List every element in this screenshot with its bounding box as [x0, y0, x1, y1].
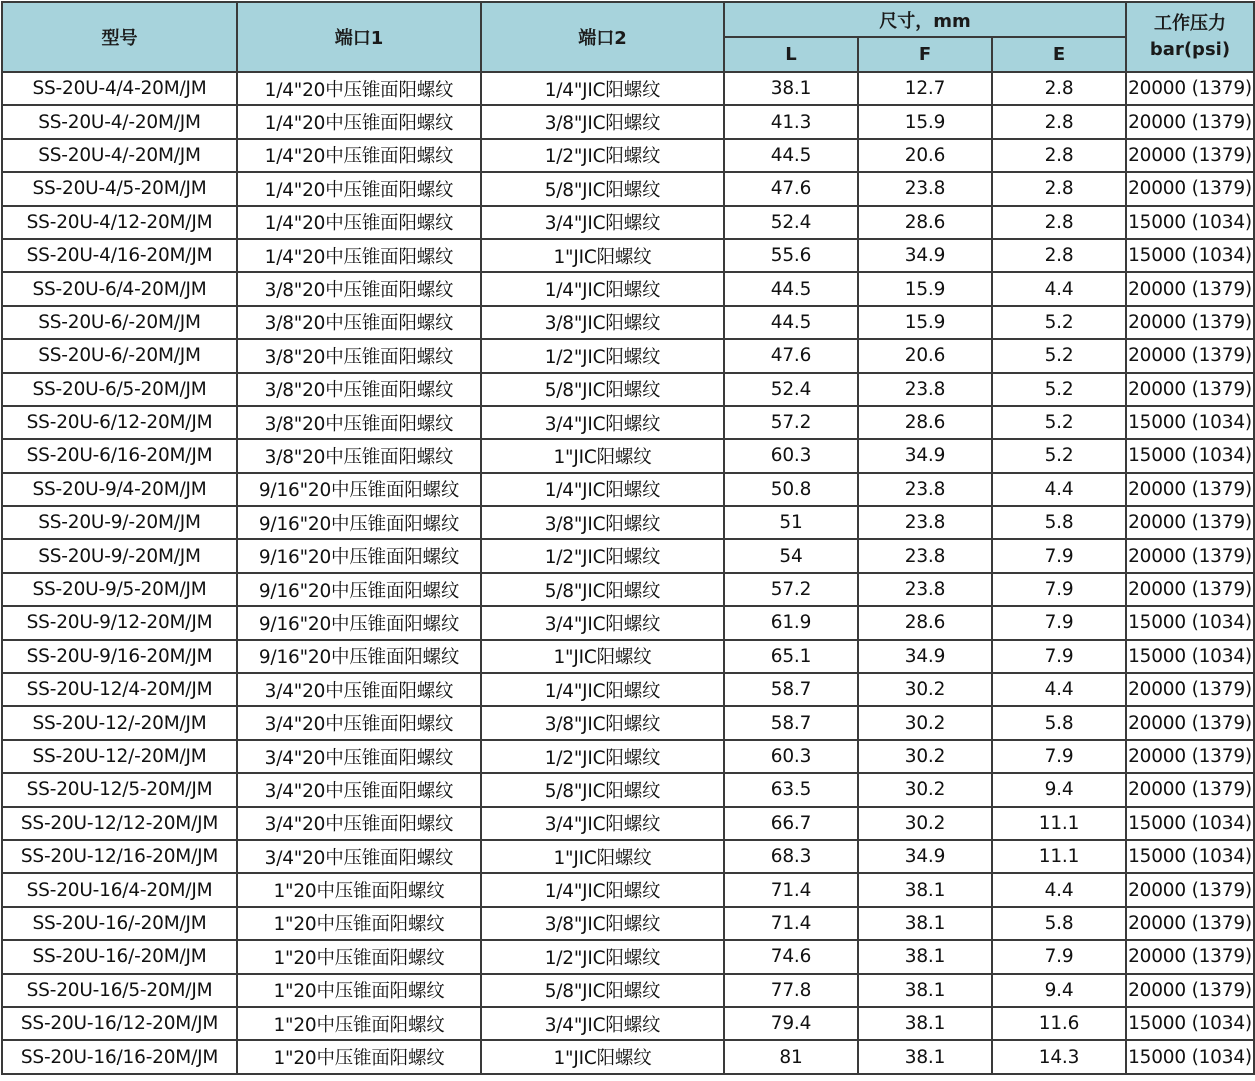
dim-f-cell: 34.9: [858, 840, 992, 873]
dim-l-cell: 38.1: [724, 72, 858, 105]
port1-cell: 3/8"20中压锥面阳螺纹: [237, 339, 481, 372]
dim-f-cell: 38.1: [858, 1040, 992, 1073]
port2-cell: 3/4"JIC阳螺纹: [481, 807, 724, 840]
dim-e-cell: 14.3: [992, 1040, 1126, 1073]
dim-e-cell: 7.9: [992, 573, 1126, 606]
model-cell: SS-20U-6/-20M/JM: [2, 339, 237, 372]
table-row: [2, 640, 1254, 673]
dim-f-cell: 23.8: [858, 506, 992, 539]
dim-f-cell: 30.2: [858, 706, 992, 739]
dim-l-cell: 47.6: [724, 172, 858, 205]
pressure-cell: 20000 (1379): [1126, 740, 1254, 773]
port2-cell: 1/2"JIC阳螺纹: [481, 940, 724, 973]
dim-e-cell: 4.4: [992, 473, 1126, 506]
model-cell: SS-20U-16/5-20M/JM: [2, 974, 237, 1007]
pressure-cell: 20000 (1379): [1126, 940, 1254, 973]
pressure-cell: 20000 (1379): [1126, 339, 1254, 372]
dim-l-cell: 81: [724, 1040, 858, 1073]
port1-cell: 9/16"20中压锥面阳螺纹: [237, 539, 481, 572]
spec-table: [1, 1, 1255, 1075]
pressure-cell: 20000 (1379): [1126, 873, 1254, 906]
dim-e-cell: 9.4: [992, 773, 1126, 806]
port2-cell: 3/4"JIC阳螺纹: [481, 1007, 724, 1040]
dim-e-cell: 4.4: [992, 873, 1126, 906]
port1-cell: 1"20中压锥面阳螺纹: [237, 974, 481, 1007]
dim-l-cell: 60.3: [724, 740, 858, 773]
dim-e-cell: 2.8: [992, 206, 1126, 239]
port2-column-header: 端口2: [481, 2, 724, 72]
dim-l-cell: 74.6: [724, 940, 858, 973]
dim-e-cell: 5.8: [992, 506, 1126, 539]
port1-cell: 3/8"20中压锥面阳螺纹: [237, 373, 481, 406]
pressure-column-header: [1126, 2, 1254, 72]
port1-cell: 1"20中压锥面阳螺纹: [237, 907, 481, 940]
port1-cell: 9/16"20中压锥面阳螺纹: [237, 606, 481, 639]
pressure-cell: 15000 (1034): [1126, 1040, 1254, 1073]
port1-cell: 3/4"20中压锥面阳螺纹: [237, 807, 481, 840]
port1-cell: 1"20中压锥面阳螺纹: [237, 940, 481, 973]
port2-cell: 5/8"JIC阳螺纹: [481, 974, 724, 1007]
dim-l-cell: 71.4: [724, 907, 858, 940]
dim-l-cell: 44.5: [724, 272, 858, 305]
dim-e-cell: 5.8: [992, 907, 1126, 940]
dim-e-cell: 11.1: [992, 840, 1126, 873]
port2-cell: 1"JIC阳螺纹: [481, 439, 724, 472]
port2-cell: 1/4"JIC阳螺纹: [481, 873, 724, 906]
dim-l-cell: 58.7: [724, 706, 858, 739]
model-cell: SS-20U-4/16-20M/JM: [2, 239, 237, 272]
port1-cell: 1/4"20中压锥面阳螺纹: [237, 105, 481, 138]
table-row: [2, 573, 1254, 606]
pressure-cell: 20000 (1379): [1126, 506, 1254, 539]
dim-l-cell: 77.8: [724, 974, 858, 1007]
dim-e-cell: 4.4: [992, 673, 1126, 706]
dim-l-cell: 51: [724, 506, 858, 539]
port2-cell: 3/4"JIC阳螺纹: [481, 606, 724, 639]
table-row: [2, 406, 1254, 439]
table-row: [2, 72, 1254, 105]
port1-cell: 3/8"20中压锥面阳螺纹: [237, 439, 481, 472]
dim-e-cell: 2.8: [992, 239, 1126, 272]
port2-cell: 1/4"JIC阳螺纹: [481, 272, 724, 305]
port2-cell: 3/8"JIC阳螺纹: [481, 105, 724, 138]
table-row: [2, 1040, 1254, 1073]
model-cell: SS-20U-6/5-20M/JM: [2, 373, 237, 406]
table-row: [2, 773, 1254, 806]
port2-cell: 3/4"JIC阳螺纹: [481, 206, 724, 239]
pressure-cell: 20000 (1379): [1126, 773, 1254, 806]
pressure-cell: 20000 (1379): [1126, 907, 1254, 940]
dim-f-cell: 30.2: [858, 773, 992, 806]
model-cell: SS-20U-6/4-20M/JM: [2, 272, 237, 305]
dim-l-cell: 63.5: [724, 773, 858, 806]
port2-cell: 3/4"JIC阳螺纹: [481, 406, 724, 439]
table-row: [2, 840, 1254, 873]
port1-cell: 1"20中压锥面阳螺纹: [237, 873, 481, 906]
table-row: [2, 439, 1254, 472]
dim-f-cell: 34.9: [858, 439, 992, 472]
port1-cell: 3/4"20中压锥面阳螺纹: [237, 706, 481, 739]
pressure-cell: 20000 (1379): [1126, 72, 1254, 105]
pressure-cell: 20000 (1379): [1126, 573, 1254, 606]
model-cell: SS-20U-16/-20M/JM: [2, 940, 237, 973]
port2-cell: 5/8"JIC阳螺纹: [481, 373, 724, 406]
dim-l-cell: 60.3: [724, 439, 858, 472]
port1-cell: 1/4"20中压锥面阳螺纹: [237, 172, 481, 205]
port2-cell: 1/2"JIC阳螺纹: [481, 740, 724, 773]
port2-cell: 5/8"JIC阳螺纹: [481, 172, 724, 205]
pressure-cell: 20000 (1379): [1126, 373, 1254, 406]
pressure-header-line1: 工作压力: [1154, 13, 1226, 34]
table-row: [2, 172, 1254, 205]
dim-e-cell: 4.4: [992, 272, 1126, 305]
table-row: [2, 673, 1254, 706]
dim-f-cell: 15.9: [858, 272, 992, 305]
table-row: [2, 539, 1254, 572]
dim-l-cell: 65.1: [724, 640, 858, 673]
dim-f-cell: 23.8: [858, 172, 992, 205]
pressure-cell: 20000 (1379): [1126, 974, 1254, 1007]
pressure-cell: 15000 (1034): [1126, 439, 1254, 472]
pressure-cell: 15000 (1034): [1126, 1007, 1254, 1040]
port2-cell: 1/2"JIC阳螺纹: [481, 339, 724, 372]
dim-l-cell: 44.5: [724, 139, 858, 172]
dim-l-cell: 66.7: [724, 807, 858, 840]
table-row: [2, 373, 1254, 406]
model-column-header: 型号: [2, 2, 237, 72]
pressure-cell: 15000 (1034): [1126, 840, 1254, 873]
dim-l-cell: 44.5: [724, 306, 858, 339]
dim-e-cell: 7.9: [992, 940, 1126, 973]
pressure-header-line2: bar(psi): [1149, 39, 1231, 60]
dim-e-header: E: [992, 37, 1126, 72]
table-row: [2, 974, 1254, 1007]
table-row: [2, 940, 1254, 973]
port1-cell: 1/4"20中压锥面阳螺纹: [237, 239, 481, 272]
dim-f-cell: 38.1: [858, 1007, 992, 1040]
dim-f-cell: 20.6: [858, 339, 992, 372]
model-cell: SS-20U-16/16-20M/JM: [2, 1040, 237, 1073]
port2-cell: 5/8"JIC阳螺纹: [481, 573, 724, 606]
model-cell: SS-20U-9/5-20M/JM: [2, 573, 237, 606]
dim-f-cell: 28.6: [858, 206, 992, 239]
table-row: [2, 239, 1254, 272]
port1-cell: 1"20中压锥面阳螺纹: [237, 1040, 481, 1073]
model-cell: SS-20U-6/-20M/JM: [2, 306, 237, 339]
model-cell: SS-20U-4/-20M/JM: [2, 139, 237, 172]
pressure-cell: 20000 (1379): [1126, 139, 1254, 172]
dim-f-cell: 38.1: [858, 907, 992, 940]
dim-e-cell: 5.2: [992, 373, 1126, 406]
dim-e-cell: 11.1: [992, 807, 1126, 840]
dim-l-cell: 57.2: [724, 406, 858, 439]
dim-l-cell: 41.3: [724, 105, 858, 138]
table-header: [2, 2, 1254, 72]
dim-e-cell: 7.9: [992, 640, 1126, 673]
table-body: [2, 72, 1254, 1074]
port2-cell: 1"JIC阳螺纹: [481, 640, 724, 673]
model-cell: SS-20U-16/4-20M/JM: [2, 873, 237, 906]
model-cell: SS-20U-12/12-20M/JM: [2, 807, 237, 840]
model-cell: SS-20U-12/-20M/JM: [2, 740, 237, 773]
dim-l-cell: 47.6: [724, 339, 858, 372]
dim-f-cell: 38.1: [858, 940, 992, 973]
model-cell: SS-20U-4/4-20M/JM: [2, 72, 237, 105]
dim-e-cell: 5.8: [992, 706, 1126, 739]
dim-e-cell: 5.2: [992, 439, 1126, 472]
table-row: [2, 706, 1254, 739]
table-row: [2, 105, 1254, 138]
model-cell: SS-20U-12/4-20M/JM: [2, 673, 237, 706]
table-row: [2, 506, 1254, 539]
dim-e-cell: 11.6: [992, 1007, 1126, 1040]
dim-l-cell: 79.4: [724, 1007, 858, 1040]
table-row: [2, 206, 1254, 239]
model-cell: SS-20U-4/5-20M/JM: [2, 172, 237, 205]
port2-cell: 3/8"JIC阳螺纹: [481, 907, 724, 940]
dim-f-cell: 20.6: [858, 139, 992, 172]
port1-cell: 9/16"20中压锥面阳螺纹: [237, 640, 481, 673]
port1-cell: 9/16"20中压锥面阳螺纹: [237, 573, 481, 606]
table-row: [2, 306, 1254, 339]
port2-cell: 1/4"JIC阳螺纹: [481, 473, 724, 506]
dim-f-cell: 30.2: [858, 740, 992, 773]
pressure-cell: 20000 (1379): [1126, 706, 1254, 739]
model-cell: SS-20U-16/-20M/JM: [2, 907, 237, 940]
dim-l-cell: 54: [724, 539, 858, 572]
dim-f-cell: 28.6: [858, 606, 992, 639]
dim-f-header: F: [858, 37, 992, 72]
dim-f-cell: 38.1: [858, 974, 992, 1007]
dim-f-cell: 15.9: [858, 306, 992, 339]
port1-cell: 1/4"20中压锥面阳螺纹: [237, 72, 481, 105]
dim-f-cell: 38.1: [858, 873, 992, 906]
port2-cell: 1/4"JIC阳螺纹: [481, 673, 724, 706]
dim-f-cell: 23.8: [858, 539, 992, 572]
dim-e-cell: 2.8: [992, 105, 1126, 138]
port1-cell: 3/4"20中压锥面阳螺纹: [237, 773, 481, 806]
port1-cell: 1"20中压锥面阳螺纹: [237, 1007, 481, 1040]
table-row: [2, 473, 1254, 506]
dim-l-cell: 71.4: [724, 873, 858, 906]
table-row: [2, 272, 1254, 305]
model-cell: SS-20U-9/-20M/JM: [2, 506, 237, 539]
model-cell: SS-20U-9/4-20M/JM: [2, 473, 237, 506]
dim-f-cell: 34.9: [858, 239, 992, 272]
dim-e-cell: 9.4: [992, 974, 1126, 1007]
dim-e-cell: 7.9: [992, 740, 1126, 773]
model-cell: SS-20U-6/12-20M/JM: [2, 406, 237, 439]
pressure-cell: 20000 (1379): [1126, 105, 1254, 138]
table-row: [2, 873, 1254, 906]
table-row: [2, 807, 1254, 840]
dim-f-cell: 12.7: [858, 72, 992, 105]
model-cell: SS-20U-4/12-20M/JM: [2, 206, 237, 239]
model-cell: SS-20U-9/12-20M/JM: [2, 606, 237, 639]
port1-cell: 3/8"20中压锥面阳螺纹: [237, 306, 481, 339]
dim-l-cell: 52.4: [724, 373, 858, 406]
port1-column-header: 端口1: [237, 2, 481, 72]
table-row: [2, 1007, 1254, 1040]
dim-e-cell: 2.8: [992, 72, 1126, 105]
model-cell: SS-20U-9/-20M/JM: [2, 539, 237, 572]
port2-cell: 1/2"JIC阳螺纹: [481, 139, 724, 172]
pressure-cell: 20000 (1379): [1126, 539, 1254, 572]
dim-e-cell: 5.2: [992, 306, 1126, 339]
table-row: [2, 907, 1254, 940]
table-row: [2, 139, 1254, 172]
dim-f-cell: 28.6: [858, 406, 992, 439]
port2-cell: 3/8"JIC阳螺纹: [481, 706, 724, 739]
dimensions-group-header: 尺寸，mm: [724, 2, 1126, 37]
port2-cell: 1"JIC阳螺纹: [481, 1040, 724, 1073]
port1-cell: 1/4"20中压锥面阳螺纹: [237, 206, 481, 239]
model-cell: SS-20U-16/12-20M/JM: [2, 1007, 237, 1040]
dim-e-cell: 2.8: [992, 139, 1126, 172]
dim-e-cell: 7.9: [992, 539, 1126, 572]
port2-cell: 3/8"JIC阳螺纹: [481, 306, 724, 339]
table-row: [2, 740, 1254, 773]
port2-cell: 1"JIC阳螺纹: [481, 840, 724, 873]
model-cell: SS-20U-12/5-20M/JM: [2, 773, 237, 806]
model-cell: SS-20U-9/16-20M/JM: [2, 640, 237, 673]
dim-l-header: L: [724, 37, 858, 72]
port1-cell: 3/4"20中压锥面阳螺纹: [237, 673, 481, 706]
dim-l-cell: 57.2: [724, 573, 858, 606]
pressure-cell: 15000 (1034): [1126, 239, 1254, 272]
pressure-cell: 15000 (1034): [1126, 206, 1254, 239]
dim-f-cell: 23.8: [858, 473, 992, 506]
pressure-cell: 15000 (1034): [1126, 606, 1254, 639]
dim-f-cell: 30.2: [858, 673, 992, 706]
port1-cell: 3/4"20中压锥面阳螺纹: [237, 840, 481, 873]
dim-f-cell: 23.8: [858, 573, 992, 606]
pressure-cell: 20000 (1379): [1126, 272, 1254, 305]
dim-l-cell: 55.6: [724, 239, 858, 272]
pressure-cell: 15000 (1034): [1126, 406, 1254, 439]
port1-cell: 3/8"20中压锥面阳螺纹: [237, 272, 481, 305]
port2-cell: 1"JIC阳螺纹: [481, 239, 724, 272]
pressure-cell: 20000 (1379): [1126, 306, 1254, 339]
port1-cell: 9/16"20中压锥面阳螺纹: [237, 473, 481, 506]
table-row: [2, 339, 1254, 372]
dim-l-cell: 50.8: [724, 473, 858, 506]
dim-f-cell: 23.8: [858, 373, 992, 406]
dim-e-cell: 5.2: [992, 406, 1126, 439]
port2-cell: 3/8"JIC阳螺纹: [481, 506, 724, 539]
port1-cell: 3/8"20中压锥面阳螺纹: [237, 406, 481, 439]
dim-l-cell: 68.3: [724, 840, 858, 873]
port1-cell: 3/4"20中压锥面阳螺纹: [237, 740, 481, 773]
pressure-cell: 20000 (1379): [1126, 172, 1254, 205]
port2-cell: 5/8"JIC阳螺纹: [481, 773, 724, 806]
dim-e-cell: 7.9: [992, 606, 1126, 639]
model-cell: SS-20U-12/16-20M/JM: [2, 840, 237, 873]
pressure-cell: 15000 (1034): [1126, 640, 1254, 673]
dim-f-cell: 30.2: [858, 807, 992, 840]
pressure-cell: 20000 (1379): [1126, 673, 1254, 706]
dim-e-cell: 2.8: [992, 172, 1126, 205]
model-cell: SS-20U-4/-20M/JM: [2, 105, 237, 138]
pressure-cell: 20000 (1379): [1126, 473, 1254, 506]
dim-l-cell: 52.4: [724, 206, 858, 239]
model-cell: SS-20U-6/16-20M/JM: [2, 439, 237, 472]
dim-e-cell: 5.2: [992, 339, 1126, 372]
port1-cell: 9/16"20中压锥面阳螺纹: [237, 506, 481, 539]
dim-l-cell: 58.7: [724, 673, 858, 706]
port2-cell: 1/4"JIC阳螺纹: [481, 72, 724, 105]
pressure-cell: 15000 (1034): [1126, 807, 1254, 840]
model-cell: SS-20U-12/-20M/JM: [2, 706, 237, 739]
port1-cell: 1/4"20中压锥面阳螺纹: [237, 139, 481, 172]
dim-l-cell: 61.9: [724, 606, 858, 639]
port2-cell: 1/2"JIC阳螺纹: [481, 539, 724, 572]
table-row: [2, 606, 1254, 639]
dim-f-cell: 34.9: [858, 640, 992, 673]
dim-f-cell: 15.9: [858, 105, 992, 138]
